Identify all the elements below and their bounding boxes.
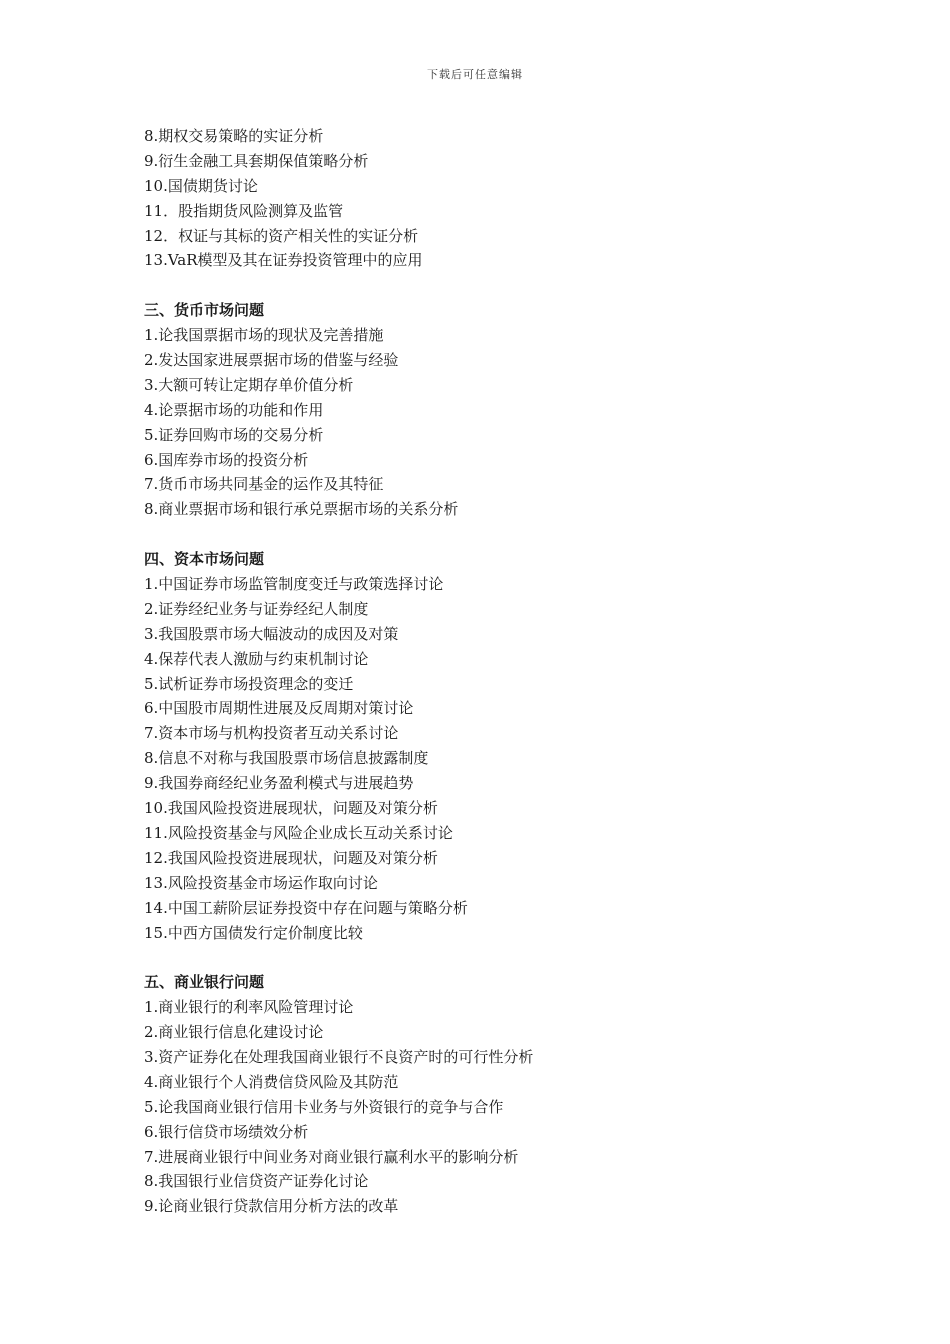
list-item: 8.信息不对称与我国股票市场信息披露制度: [144, 749, 429, 768]
list-item: 11．股指期货风险测算及监管: [144, 201, 344, 220]
list-item: 12．权证与其标的资产相关性的实证分析: [144, 226, 419, 245]
list-item: 7.货币市场共同基金的运作及其特征: [144, 475, 384, 494]
spacer: [144, 273, 864, 298]
list-item: 4.论票据市场的功能和作用: [144, 400, 324, 419]
list-item: 10.国债期货讨论: [144, 176, 258, 195]
list-item: 1.论我国票据市场的现状及完善措施: [144, 326, 384, 345]
section-heading: 四、资本市场问题: [144, 550, 265, 569]
section-heading: 三、货币市场问题: [144, 301, 265, 320]
list-item: 14.中国工薪阶层证券投资中存在问题与策略分析: [144, 898, 468, 917]
list-item: 8.商业票据市场和银行承兑票据市场的关系分析: [144, 500, 459, 519]
section-money-market: [144, 298, 864, 522]
list-item: 4.商业银行个人消费信贷风险及其防范: [144, 1072, 399, 1091]
list-item: 3.资产证券化在处理我国商业银行不良资产时的可行性分析: [144, 1047, 534, 1066]
list-item: 13.VaR模型及其在证券投资管理中的应用: [144, 251, 423, 270]
list-item: 8.期权交易策略的实证分析: [144, 127, 324, 145]
spacer: [144, 945, 864, 970]
section-capital-market: [144, 547, 864, 945]
list-item: 9.我国券商经纪业务盈利模式与进展趋势: [144, 774, 414, 793]
list-item: 5.证券回购市场的交易分析: [144, 425, 324, 444]
list-item: 15.中西方国债发行定价制度比较: [144, 923, 363, 942]
list-item: 11.风险投资基金与风险企业成长互动关系讨论: [144, 823, 453, 842]
spacer: [144, 522, 864, 547]
list-item: 12.我国风险投资进展现状，问题及对策分析: [144, 848, 438, 867]
document-body: [144, 124, 864, 1219]
list-item: 9.衍生金融工具套期保值策略分析: [144, 151, 369, 170]
list-item: 4.保荐代表人激励与约束机制讨论: [144, 649, 369, 668]
list-item: 5.试析证券市场投资理念的变迁: [144, 674, 354, 693]
list-item: 10.我国风险投资进展现状，问题及对策分析: [144, 799, 438, 818]
section-list: [144, 323, 864, 522]
list-item: 1.商业银行的利率风险管理讨论: [144, 998, 354, 1017]
list-item: 7.资本市场与机构投资者互动关系讨论: [144, 724, 399, 743]
intro-list: [144, 124, 864, 273]
list-item: 13.风险投资基金市场运作取向讨论: [144, 873, 378, 892]
list-item: 2.证券经纪业务与证券经纪人制度: [144, 599, 369, 618]
list-item: 6.银行信贷市场绩效分析: [144, 1122, 309, 1141]
list-item: 5.论我国商业银行信用卡业务与外资银行的竞争与合作: [144, 1097, 504, 1116]
list-item: 2.商业银行信息化建设讨论: [144, 1023, 324, 1042]
section-heading: 五、商业银行问题: [144, 973, 265, 992]
list-item: 1.中国证券市场监管制度变迁与政策选择讨论: [144, 575, 444, 594]
section-list: [144, 572, 864, 945]
page-header-note: 下载后可任意编辑: [427, 68, 523, 81]
list-item: 7.进展商业银行中间业务对商业银行赢利水平的影响分析: [144, 1147, 519, 1166]
list-item: 3.我国股票市场大幅波动的成因及对策: [144, 624, 399, 643]
list-item: 2.发达国家进展票据市场的借鉴与经验: [144, 351, 399, 370]
section-commercial-bank: [144, 970, 864, 1219]
list-item: 3.大额可转让定期存单价值分析: [144, 375, 354, 394]
section-list: [144, 995, 864, 1219]
list-item: 9.论商业银行贷款信用分析方法的改革: [144, 1197, 399, 1216]
list-item: 8.我国银行业信贷资产证券化讨论: [144, 1172, 369, 1191]
list-item: 6.国库券市场的投资分析: [144, 450, 309, 469]
list-item: 6.中国股市周期性进展及反周期对策讨论: [144, 699, 414, 718]
